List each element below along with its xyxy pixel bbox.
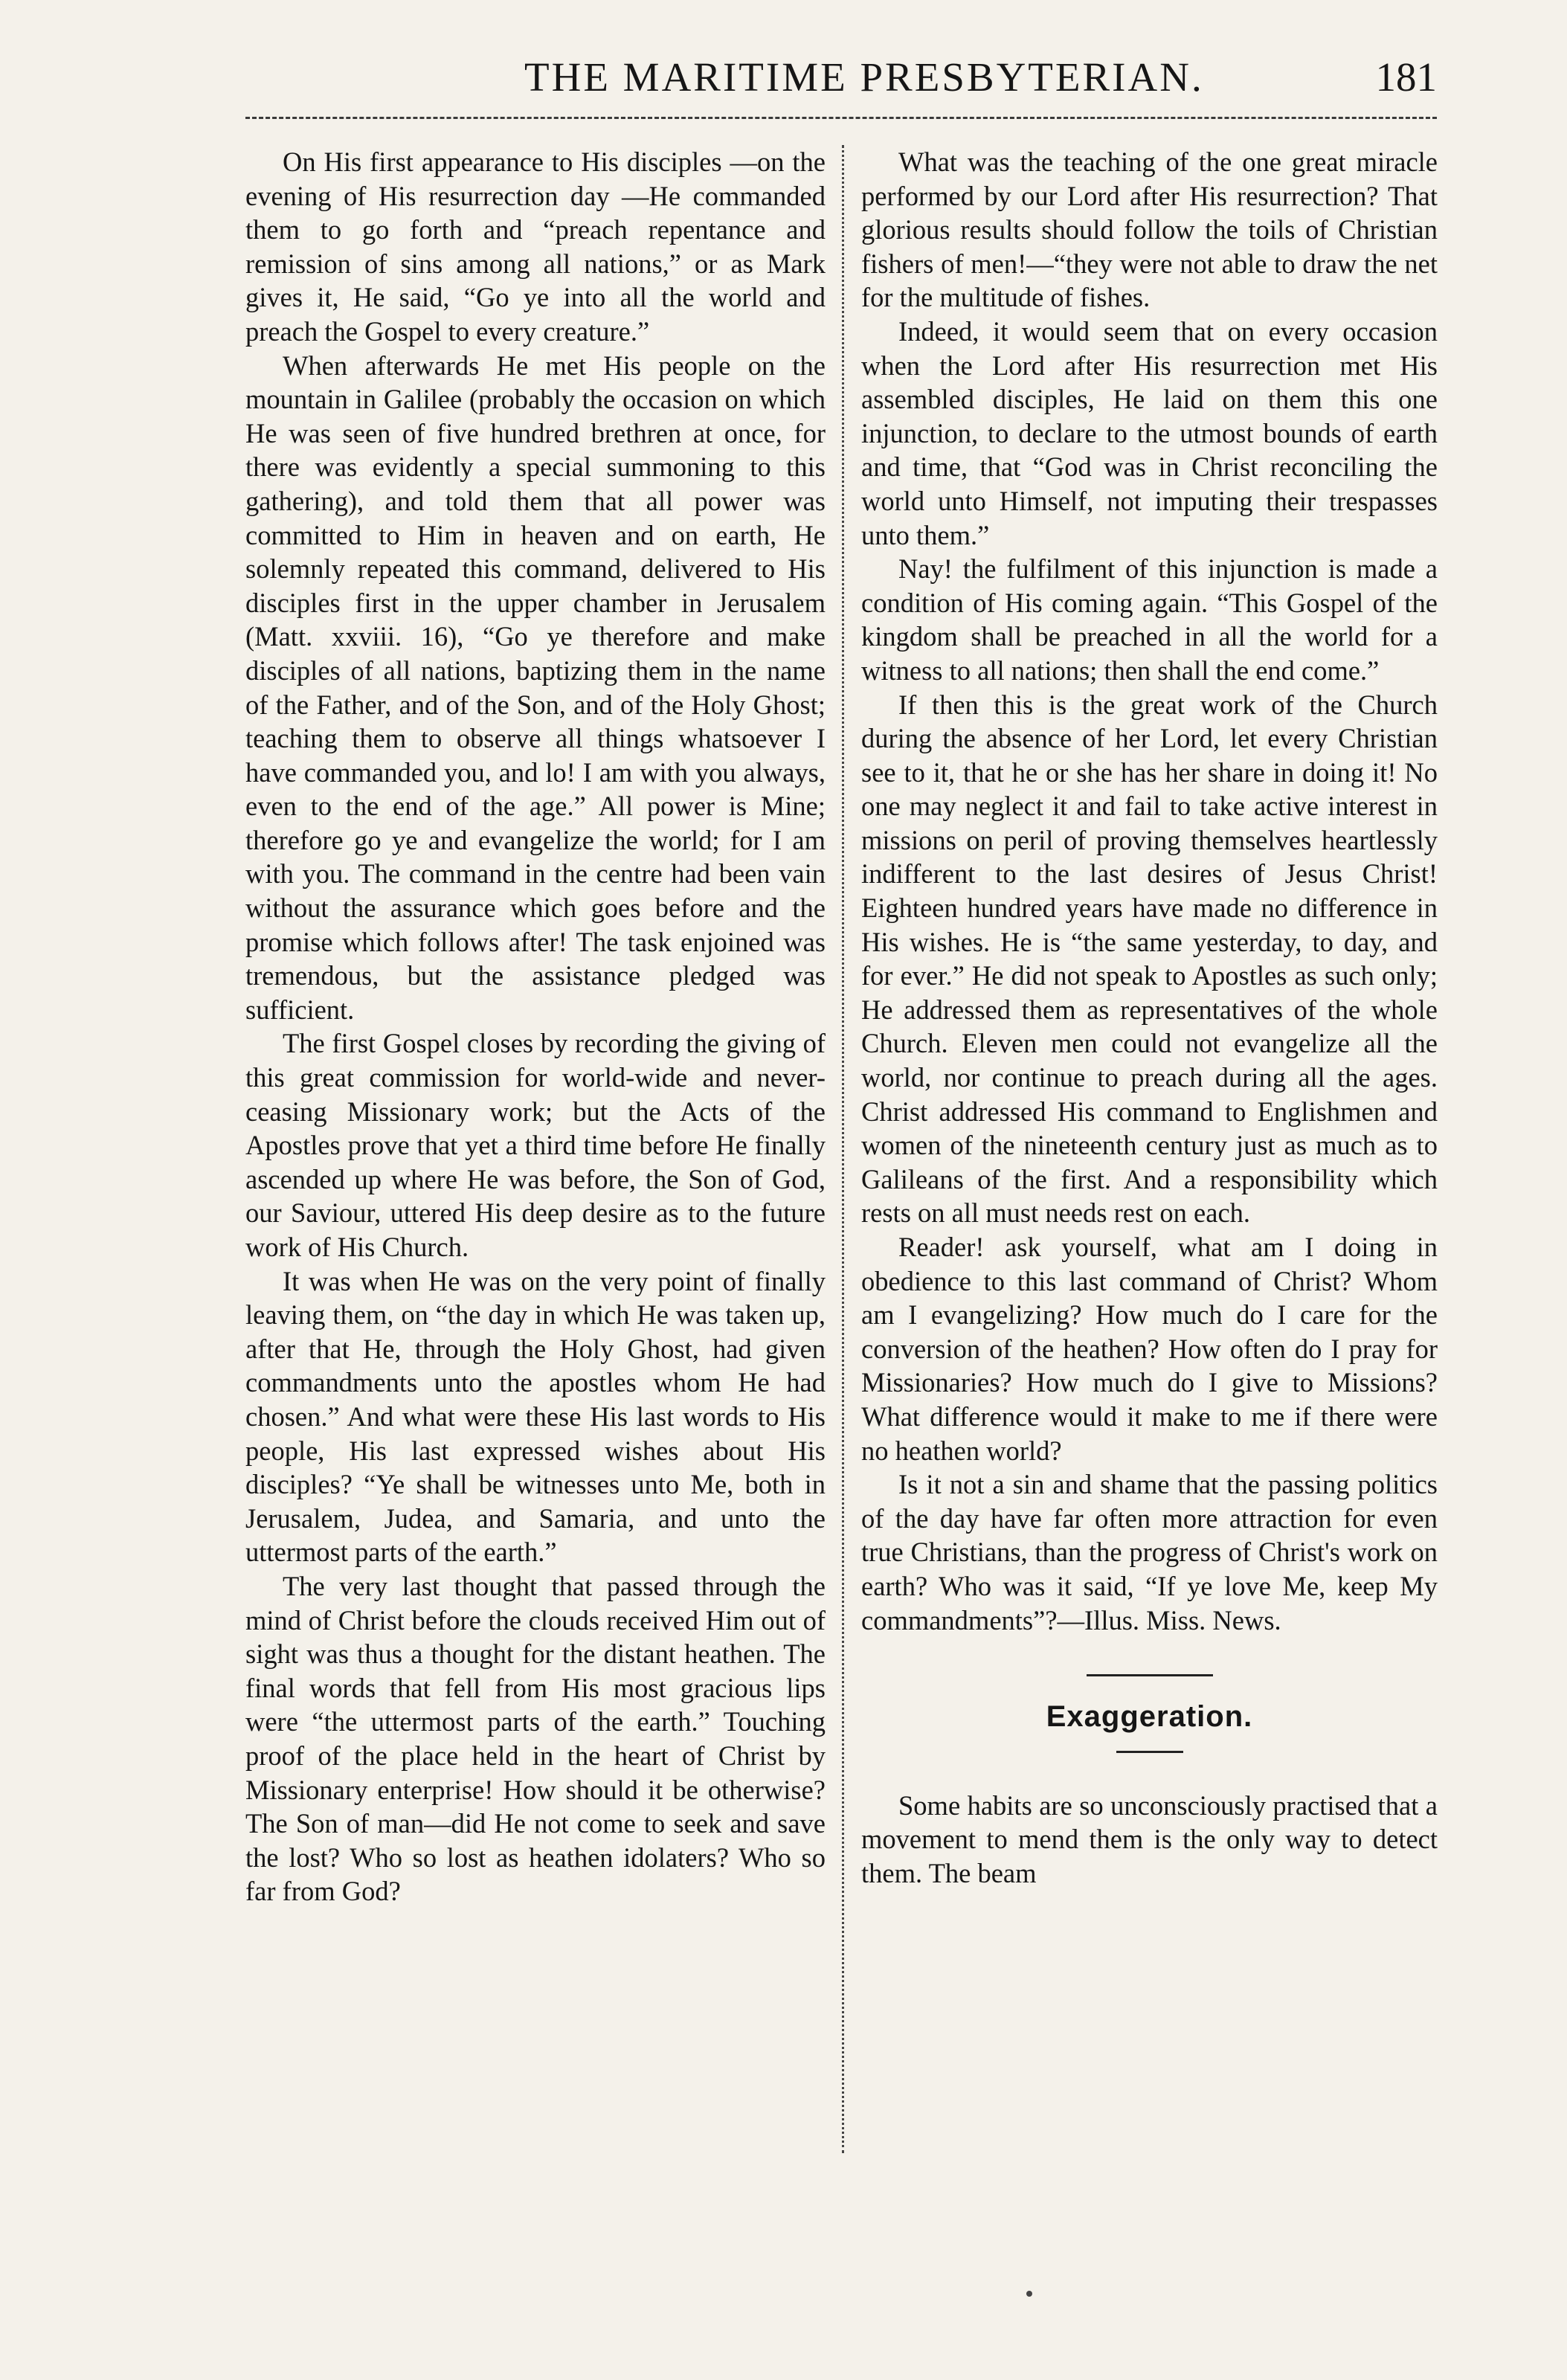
section-rule [1087, 1674, 1213, 1676]
paragraph: The first Gospel closes by recording the giving of this great commission for world-wide and never-ceasing Missionary work; but the Acts of the Apostles prove that yet a third time before He finally ascended up where He was before, the Son of God, our Saviour, uttered His deep desire as to the future work of His Church. [245, 1028, 826, 1262]
running-head [245, 54, 1437, 113]
paragraph: The very last thought that passed through the mind of Christ before the clouds received Him out of sight was thus a thought for the distant heathen. The final words that fell from His most gracious lips were “the uttermost parts of the earth.” Touching proof of the place held in the heart of Christ by Missionary enterprise! How should it be otherwise? The Son of man—did He not come to seek and save the lost? Who so lost as heathen idolaters? Who so far from God? [245, 1570, 826, 1907]
section-heading: Exaggeration. [1046, 1700, 1253, 1734]
section-rule-short [1116, 1751, 1183, 1753]
page-number: 181 [1375, 54, 1437, 100]
right-column [861, 145, 1438, 1891]
paragraph: Indeed, it would seem that on every occasion when the Lord after His resurrection met His assembled disciples, He laid on them this one injunction, to declare to the utmost bounds of earth and time, that “God was in Christ reconciling the world unto Himself, not imputing their trespasses unto them.” [861, 315, 1438, 550]
paragraph: Some habits are so unconsciously practised that a movement to mend them is the only way to detect them. The beam [861, 1789, 1438, 1888]
page-title: THE MARITIME PRESBYTERIAN. [524, 54, 1204, 100]
print-speck [1026, 2291, 1032, 2297]
paragraph: Nay! the fulfilment of this injunction is made a condition of His coming again. “This Gospel of the kingdom shall be preached in all the world for a witness to all nations; then shall the end come.” [861, 553, 1438, 686]
paragraph: What was the teaching of the one great miracle performed by our Lord after His resurrection? That glorious results should follow the toils of Christian fishers of men!—“they were not able to draw the net for the multitude of fishes. [861, 147, 1438, 313]
paragraph: Reader! ask yourself, what am I doing in obedience to this last command of Christ? Whom am I evangelizing? How much do I care for the conversion of the heathen? How often do I pray for Missionaries? How much do I give to Missions? What difference would it make to me if there were no heathen world? [861, 1232, 1438, 1466]
paragraph: If then this is the great work of the Church during the absence of her Lord, let every Christian see to it, that he or she has her share in doing it! No one may neglect it and fail to take active interest in missions on peril of proving themselves heartlessly indifferent to the last desires of Jesus Christ! Eighteen hundred years have made no difference in His wishes. He is “the same yesterday, to day, and for ever.” He did not speak to Apostles as such only; He addressed them as representatives of the whole Church. Eleven men could not evangelize all the world, nor continue to preach during all the ages. Christ addressed His command to Englishmen and women of the nineteenth century just as much as to Galileans of the first. And a responsibility which rests on all must needs rest on each. [861, 689, 1438, 1229]
left-column [245, 145, 826, 1908]
paragraph: It was when He was on the very point of finally leaving them, on “the day in which He was taken up, after that He, through the Holy Ghost, had given commandments unto the apostles whom He had chosen.” And what were these His last words to His people, His last expressed wishes about His disciples? “Ye shall be witnesses unto Me, both in Jerusalem, Judea, and Samaria, and unto the uttermost parts of the earth.” [245, 1265, 826, 1568]
header-rule [245, 117, 1437, 119]
column-divider [842, 145, 844, 2153]
paragraph: Is it not a sin and shame that the passing politics of the day have far often more attraction for even true Christians, than the progress of Christ's work on earth? Who was it said, “If ye love Me, keep My commandments”?—Illus. Miss. News. [861, 1469, 1438, 1636]
paragraph: On His first appearance to His disciples —on the evening of His resurrection day —He commanded them to go forth and “preach repentance and remission of sins among all nations,” or as Mark gives it, He said, “Go ye into all the world and preach the Gospel to every creature.” [245, 147, 826, 347]
paragraph: When afterwards He met His people on the mountain in Galilee (probably the occasion on which He was seen of five hundred brethren at once, for there was evidently a special summoning to this gathering), and told them that all power was committed to Him in heaven and on earth, He solemnly repeated this command, delivered to His disciples first in the upper chamber in Jerusalem (Matt. xxviii. 16), “Go ye therefore and make disciples of all nations, baptizing them in the name of the Father, and of the Son, and of the Holy Ghost; teaching them to observe all things whatsoever I have commanded you, and lo! I am with you always, even to the end of the age.” All power is Mine; therefore go ye and evangelize the world; for I am with you. The command in the centre had been vain without the assurance which goes before and the promise which follows after! The task enjoined was tremendous, but the assistance pledged was sufficient. [245, 350, 826, 1025]
